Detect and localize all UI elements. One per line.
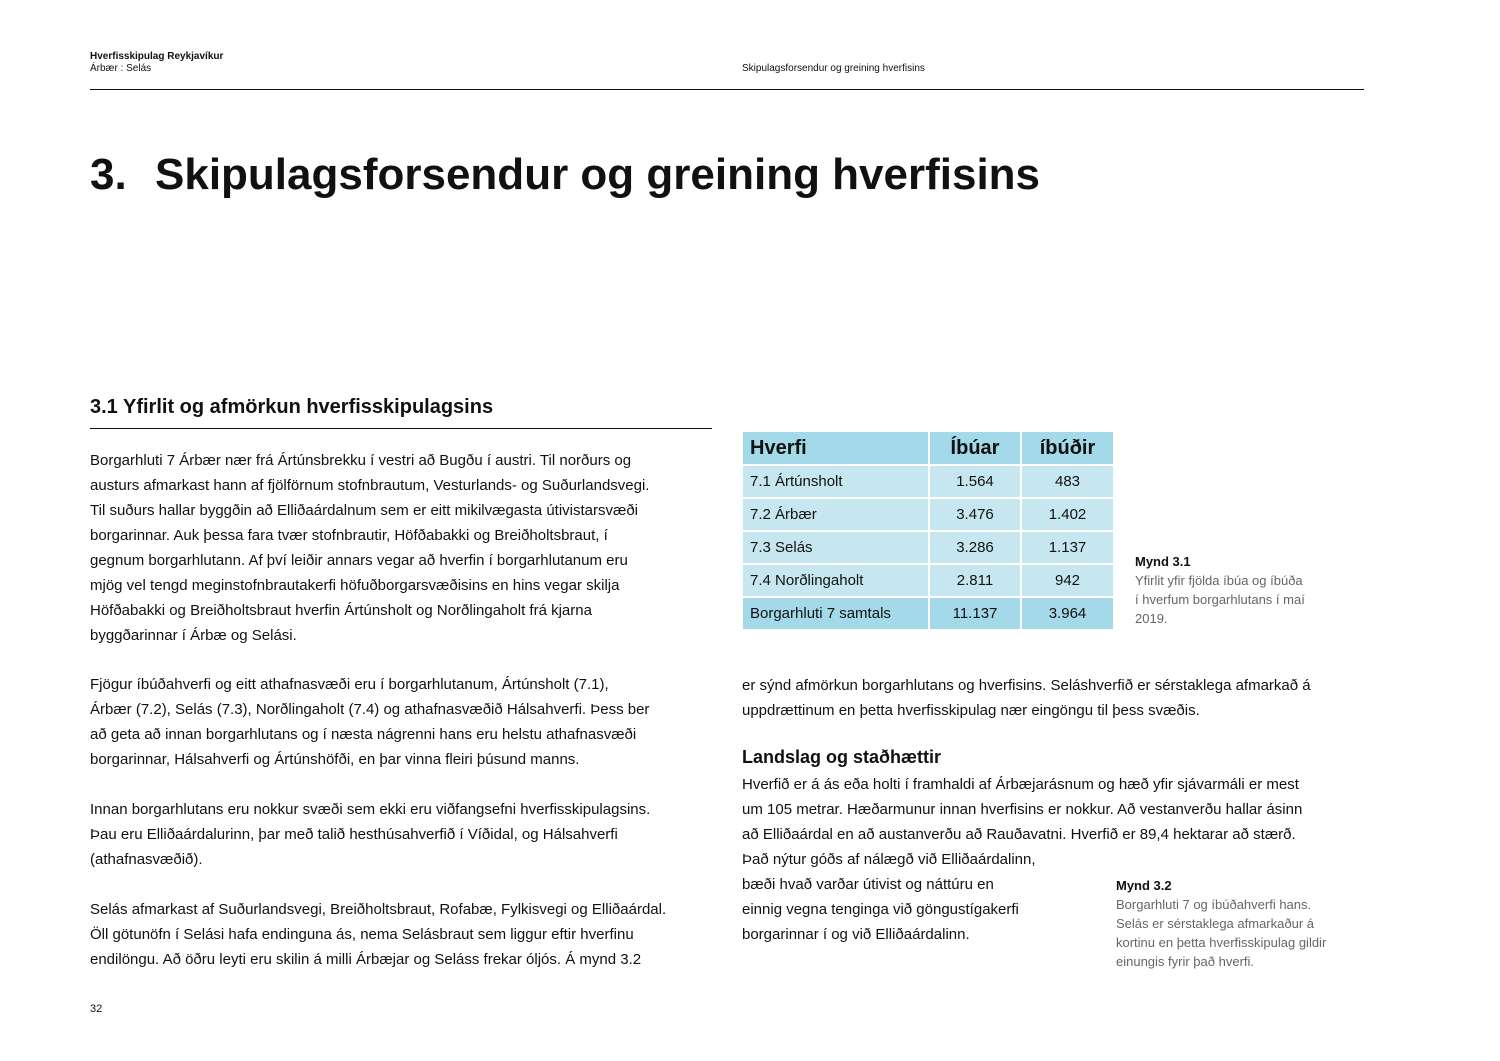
text-line: Til suðurs hallar byggðin að Elliðaárdalnum sem er eitt mikilvægasta útivistarsvæði xyxy=(90,502,639,519)
caption-line: Borgarhluti 7 og íbúðahverfi hans. xyxy=(1116,897,1312,912)
chapter-title: Skipulagsforsendur og greining hverfisins xyxy=(155,150,1041,199)
text-line: Hverfið er á ás eða holti í framhaldi af Árbæjarásnum og hæð yfir sjávarmáli er mest xyxy=(742,776,1299,793)
running-header xyxy=(90,51,223,75)
table-cell: 3.286 xyxy=(929,531,1021,564)
text-line: einnig vegna tenginga við göngustígakerfi xyxy=(742,901,1019,918)
header-rule xyxy=(90,89,1364,90)
section-heading: 3.1 Yfirlit og afmörkun hverfisskipulagsins xyxy=(90,396,494,418)
chapter-number: 3. xyxy=(90,150,127,199)
table-cell: 483 xyxy=(1021,465,1114,498)
text-line: að geta að innan borgarhlutans og í næsta nágrenni hans eru helstu athafnasvæði xyxy=(90,726,637,743)
caption-line: í hverfum borgarhlutans í maí xyxy=(1135,592,1305,607)
caption-line: 2019. xyxy=(1135,611,1168,626)
text-line: Höfðabakki og Breiðholtsbraut hverfin Ártúnsholt og Norðlingaholt frá kjarna xyxy=(90,602,592,619)
table-row xyxy=(742,498,1114,531)
table-row xyxy=(742,465,1114,498)
text-line: Árbær (7.2), Selás (7.3), Norðlingaholt (7.4) og athafnasvæðið Hálsahverfi. Þess ber xyxy=(90,701,650,718)
text-line: gegnum borgarhlutann. Af því leiðir annars vegar að hverfin í borgarhlutanum eru xyxy=(90,552,628,569)
table-cell: 1.564 xyxy=(929,465,1021,498)
left-paragraph-4 xyxy=(90,897,666,972)
chapter-heading xyxy=(90,150,1040,200)
table-cell: 942 xyxy=(1021,564,1114,597)
table-cell: 3.964 xyxy=(1021,597,1114,630)
table-cell: 1.402 xyxy=(1021,498,1114,531)
table-cell: Borgarhluti 7 samtals xyxy=(742,597,929,630)
caption-line: kortinu en þetta hverfisskipulag gildir xyxy=(1116,935,1327,950)
text-line: byggðarinnar í Árbæ og Selási. xyxy=(90,627,297,644)
text-line: mjög vel tengd meginstofnbrautakerfi höfuðborgarsvæðisins en hins vegar skilja xyxy=(90,577,620,594)
figure-3-2-caption xyxy=(1116,876,1326,971)
section-rule xyxy=(90,428,712,429)
text-line: Fjögur íbúðahverfi og eitt athafnasvæði eru í borgarhlutanum, Ártúnsholt (7.1), xyxy=(90,676,609,693)
table-row xyxy=(742,531,1114,564)
column-header-ibudir: íbúðir xyxy=(1021,431,1114,465)
caption-line: einungis fyrir það hverfi. xyxy=(1116,954,1255,969)
left-paragraph-2 xyxy=(90,672,649,772)
page-number: 32 xyxy=(90,1003,103,1015)
subsection-heading: Landslag og staðhættir xyxy=(742,747,942,767)
table-cell: 1.137 xyxy=(1021,531,1114,564)
table-row xyxy=(742,564,1114,597)
text-line: Borgarhluti 7 Árbær nær frá Ártúnsbrekku í vestri að Bugðu í austri. Til norðurs og xyxy=(90,452,632,469)
section-running-title: Skipulagsforsendur og greining hverfisins xyxy=(742,63,925,74)
text-line: borgarinnar. Auk þessa fara tvær stofnbrautir, Höfðabakki og Breiðholtsbraut, í xyxy=(90,527,608,544)
table-cell: 3.476 xyxy=(929,498,1021,531)
table-cell: 2.811 xyxy=(929,564,1021,597)
text-line: er sýnd afmörkun borgarhlutans og hverfisins. Seláshverfið er sérstaklega afmarkað á xyxy=(742,677,1311,694)
table-cell: 7.1 Ártúnsholt xyxy=(742,465,929,498)
text-line: Þau eru Elliðaárdalurinn, þar með talið hesthúsahverfið í Víðidal, og Hálsahverfi xyxy=(90,826,618,843)
caption-line: Selás er sérstaklega afmarkaður á xyxy=(1116,916,1314,931)
text-line: (athafnasvæðið). xyxy=(90,851,203,868)
table-cell: 7.3 Selás xyxy=(742,531,929,564)
text-line: austurs afmarkast hann af fjölförnum stofnbrautum, Vesturlands- og Suðurlandsvegi. xyxy=(90,477,650,494)
column-header-ibuar: Íbúar xyxy=(929,431,1021,465)
right-paragraph-1 xyxy=(742,673,1311,723)
text-line: borgarinnar í og við Elliðaárdalinn. xyxy=(742,926,970,943)
text-line: Innan borgarhlutans eru nokkur svæði sem ekki eru viðfangsefni hverfisskipulagsins. xyxy=(90,801,651,818)
text-line: bæði hvað varðar útivist og náttúru en xyxy=(742,876,994,893)
figure-label: Mynd 3.2 xyxy=(1116,878,1172,893)
figure-3-1-caption xyxy=(1135,552,1305,628)
text-line: endilöngu. Að öðru leyti eru skilin á milli Árbæjar og Seláss frekar óljós. Á mynd 3.2 xyxy=(90,951,642,968)
left-paragraph-1 xyxy=(90,448,649,648)
text-line: uppdrættinum en þetta hverfisskipulag nær eingöngu til þess svæðis. xyxy=(742,702,1200,719)
text-line: borgarinnar, Hálsahverfi og Ártúnshöfði, en þar vinna fleiri þúsund manns. xyxy=(90,751,580,768)
table-cell: 7.4 Norðlingaholt xyxy=(742,564,929,597)
document-subtitle: Árbær : Selás xyxy=(90,63,152,74)
text-line: Öll götunöfn í Selási hafa endinguna ás, nema Selásbraut sem liggur eftir hverfinu xyxy=(90,926,634,943)
text-line: um 105 metrar. Hæðarmunur innan hverfisins er nokkur. Að vestanverðu hallar ásinn xyxy=(742,801,1303,818)
population-table xyxy=(741,430,1115,631)
document-title: Hverfisskipulag Reykjavíkur xyxy=(90,51,224,62)
caption-line: Yfirlit yfir fjölda íbúa og íbúða xyxy=(1135,573,1303,588)
text-line: Selás afmarkast af Suðurlandsvegi, Breiðholtsbraut, Rofabæ, Fylkisvegi og Elliðaárdal. xyxy=(90,901,667,918)
left-paragraph-3 xyxy=(90,797,650,872)
text-line: Það nýtur góðs af nálægð við Elliðaárdalinn, xyxy=(742,851,1036,868)
table-cell: 11.137 xyxy=(929,597,1021,630)
column-header-hverfi: Hverfi xyxy=(742,431,929,465)
figure-label: Mynd 3.1 xyxy=(1135,554,1191,569)
table-cell: 7.2 Árbær xyxy=(742,498,929,531)
table-row xyxy=(742,597,1114,630)
text-line: að Elliðaárdal en að austanverðu að Rauðavatni. Hverfið er 89,4 hektarar að stærð. xyxy=(742,826,1296,843)
